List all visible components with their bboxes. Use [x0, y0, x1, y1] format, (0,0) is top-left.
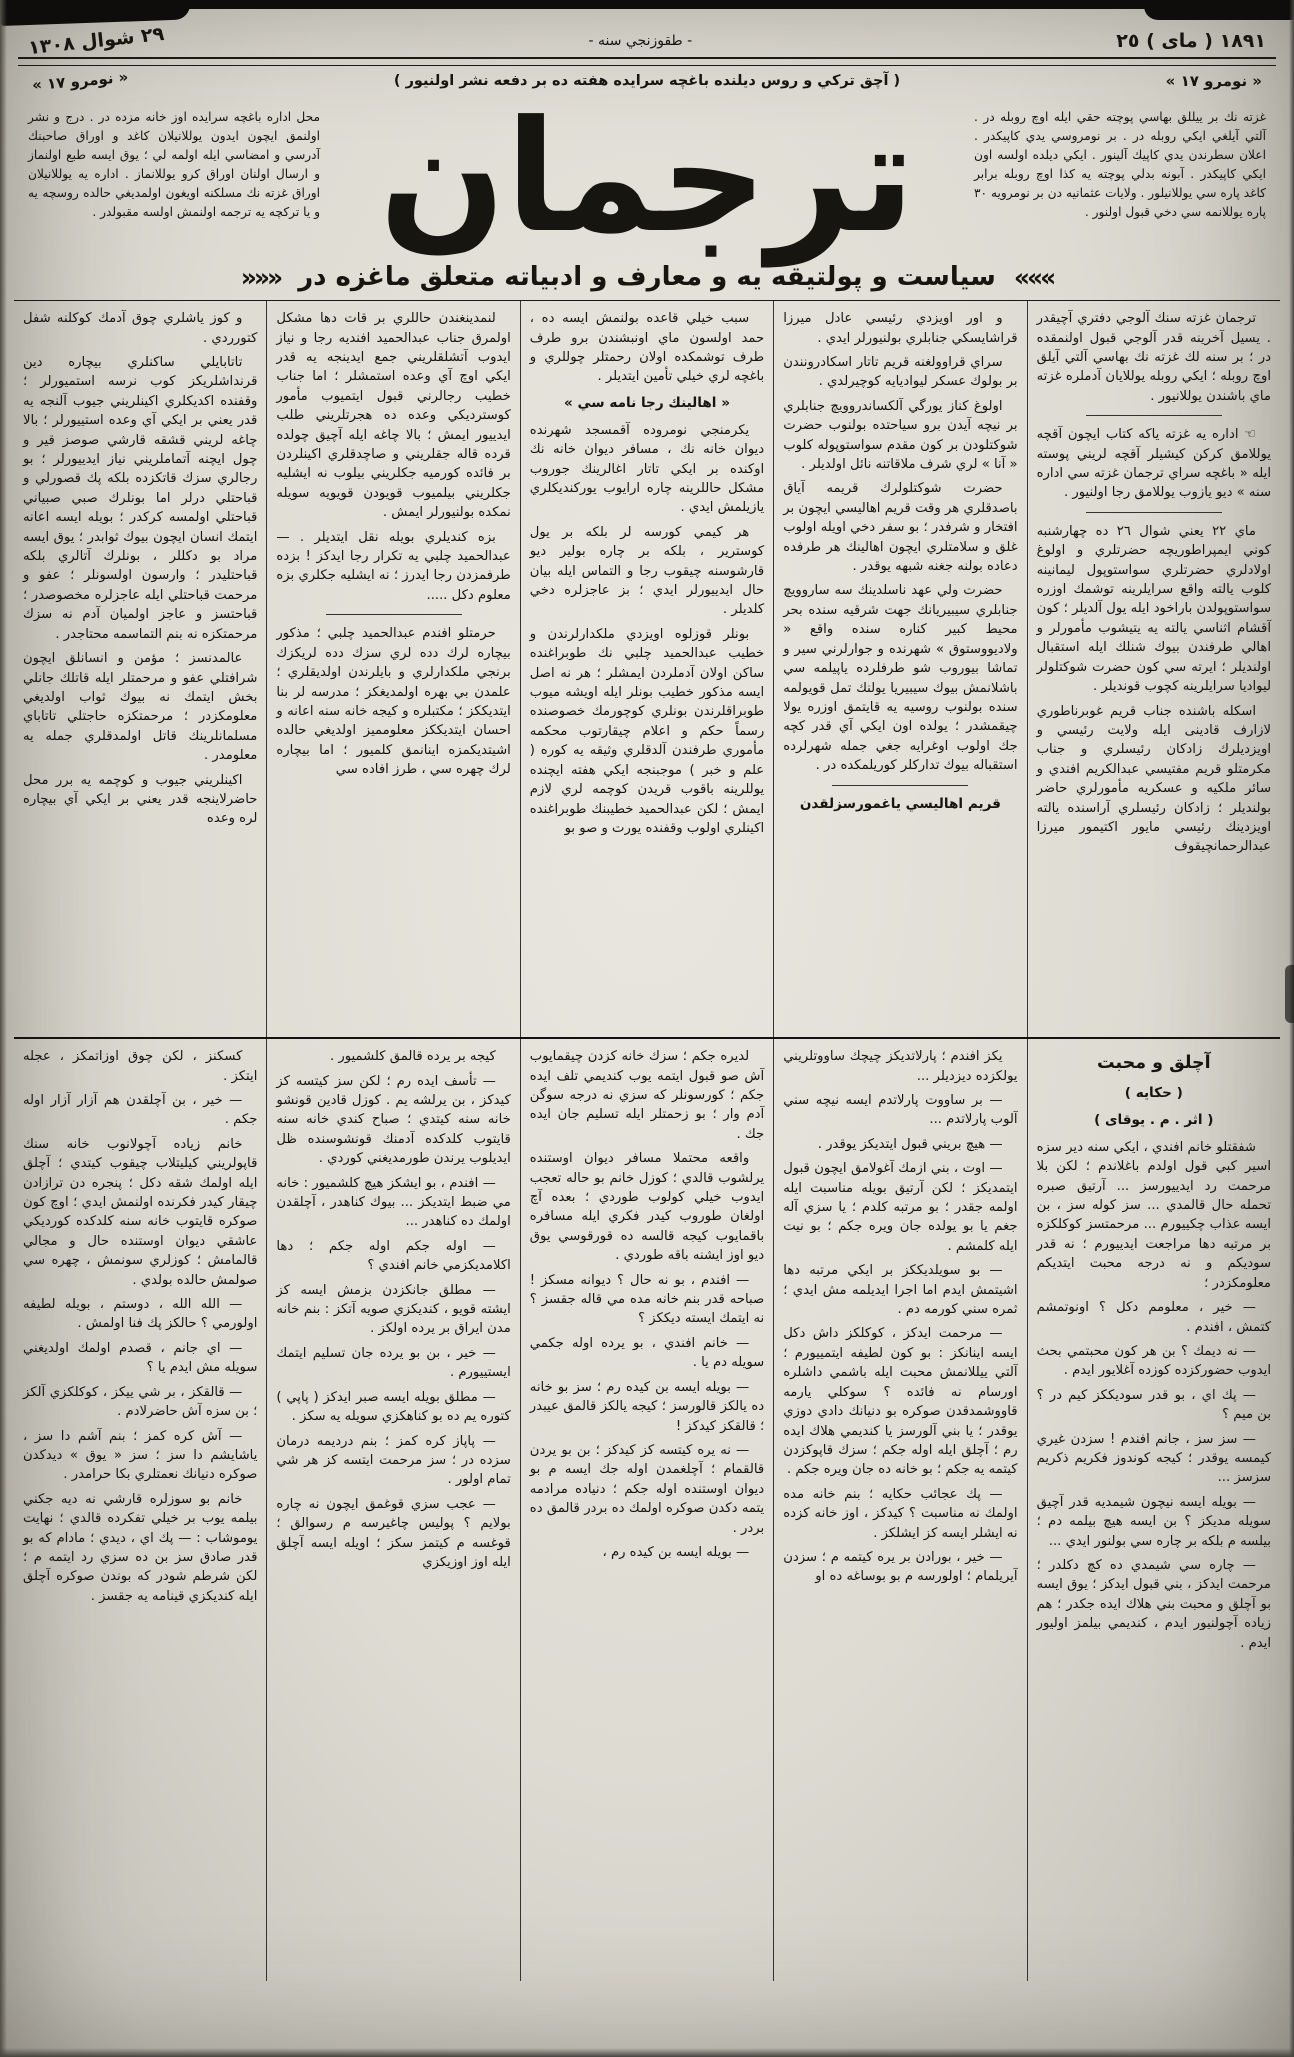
- upper-text-section: [0, 301, 1294, 1037]
- body-paragraph: — نه ديمك ؟ بن هر كون محبتمي بحث ايدوب حضوركزده كوزده آغلايور ايدم .: [1036, 1343, 1271, 1379]
- text-column-1: [1028, 301, 1280, 1037]
- text-column-1: [1028, 1039, 1280, 1981]
- body-paragraph: كيجه بر يرده قالمق كلشميور .: [329, 1049, 496, 1065]
- body-paragraph: — آش كره كمز ؛ بنم آشم دا سز ، ياشايشم دا سز ؛ سز « يوق » ديدكدن صوكره دنيانك نعمتلري بكا حرامدر .: [22, 1428, 258, 1483]
- body-paragraph: — پك عجائب حكايه ؛ بنم خانه مده اولمك نه مناسبت ؟ كيدكز ، اوز خانه كزده نه ايشلر ايسه كز ايشلكز .: [783, 1486, 1018, 1541]
- body-paragraph: — پاپاز كره كمز ؛ بنم درديمه درمان سزده در ؛ سز مرحمت ايتسه كز هر شي تمام اولور .: [276, 1433, 511, 1488]
- body-paragraph: — اي جانم ، قصدم اولمك اولديغني سويله مش ايدم يا ؟: [22, 1340, 258, 1376]
- imperial-visit-paragraph: ماي ٢٢ يعني شوال ٢٦ ده چهارشنبه كوني ايمپراطوريچه حضرتلري و اولوغ اولادلري حضرتلري سواستوپول ليمانينه كلوب يالته واقع سرايلرينه توشمك اوزره سواستوپولدن باراخود ايله يول آلديلر ؛ كون آقشام اثناسي يالته يه يتيشوب مأمورلر و اهالي طرفندن بيوك شنلك ايله استقبال اولنديلر ؛ ايرته سي كون حضرت شوكتلولر ليواديا سرايلرينه كچوب قونديلر .: [1036, 523, 1271, 695]
- text-column-2: [774, 301, 1027, 1037]
- body-paragraph: كسكنز ، لكن چوق اوزاتمكز ، عجله ايتكز .: [22, 1049, 258, 1084]
- body-paragraph: — نه يره كيتسه كز كيدكز ؛ بن بو يردن قالقمام ؛ آچلغمدن اوله جك ايسه م بو ديوان اوستنده اوله جكم ؛ دنياده مرادمه يتمه دكدن صوكره اولمك ده بردر قالمق ده بردر .: [529, 1442, 765, 1536]
- text-column-5: [14, 1039, 267, 1981]
- body-paragraph: و اور اويزدي رئيسي عادل ميرزا قراشايسكي جنابلري بولنيورلر ايدي .: [783, 311, 1018, 346]
- body-paragraph: — سز سز ، جانم افندم ! سزدن غيري كيمسه يوقدر ؛ كيجه كوندوز فكريم ذكريم سزسز ...: [1036, 1431, 1271, 1486]
- body-paragraph: خانم زياده آچولانوب خانه سنك قاپولريني كيليتلاب چيقوب كيتدي ؛ آچلق ايله اولمك شقه دكل ؛ پنجره دن ترازادن چيقار كيدر فكرنده اولنمش ايدي ؛ اوچ كون صوكره قايتوب خانه سنه كلدكده كورديكي عاشقي ديوان اوستنده حال و مجالي قالمامش ؛ كوزلري سونمش ، چهره سي صولمش حالده بولدي .: [22, 1136, 258, 1288]
- body-paragraph: — اوله جكم اوله جكم ؛ دها اكلامديكزمي خانم افندي ؟: [276, 1238, 511, 1274]
- scan-edge-right: [1289, 0, 1294, 2057]
- body-paragraph: يكز افندم ؛ پارلاتديكز چيچك ساووتلريني يولكزده ديزديلر ...: [783, 1049, 1018, 1084]
- body-paragraph: بزه كنديلري بويله نقل ايتديلر . — عبدالحميد چلبي يه تكرار رجا ايدكز ! بزده طرفمزدن رجا ايدرز ؛ نه ايشليه جكلري بزه معلوم دكل .....: [276, 529, 511, 603]
- body-paragraph: بونلر قوزلوه اويزدي ملكدارلرندن و خطيب عبدالحميد چلبي نك طوبراغنده ساكن اولان آدملردن ايمشلر ؛ هر نه اصل ايسه مذكور خطيب بونلر ايله اويشه ميوب طوبراقلرندن بونلري كوچورمك خصوصنده رسماً حكم و اعلام چيقارتوب محكمه مأموري طرفندن آلدقلري وثيقه يه كوره ( علم و خبر ) موجبنجه ايكي هفته ايچنده يوللرينه باقوب قريدن كوچمه لري لازم ايمش ؛ لكن عبدالحميد خطيبنك طوبراغنده اكينلري اولوب وقفنده يورت و صو بو: [529, 626, 765, 836]
- body-paragraph: سبب خيلي قاعده بولنمش ايسه ده ، حمد اولسون ماي اونبشندن برو طرف طرف توشمكده اولان رحمتلر چوللري و باغچه لري خيلي تأمين ايتديلر .: [529, 311, 765, 385]
- hijri-date: ٢٩ شوال ١٣٠٨: [27, 22, 166, 60]
- issue-number-left: « نومرو ١٧ »: [31, 67, 129, 95]
- body-paragraph: حضرت ولي عهد ناسلدينك سه ساروويچ جنابلري سيبيريانك جهت شرقيه سنده بحر محيط كبير كناره سنده واقع « ولاديووستوق » شهرنده و جوارلرني سير و تماشا بيوروب شو طرفلرده ياپيلمه سي باشلانمش بيوك سيبيريا يولنك تمل قويولمه سنده بولنوب روسيه يه قايتمق اوزره يولا چيقمشدر ؛ يولده اون ايكي آي قدر كچه جك اولوب اوغرايه جغي جمله شهرلرده استقباله بيوك تداركلر كوريلمكده در .: [783, 583, 1018, 774]
- left-chevron-ornament: »»»: [240, 262, 281, 292]
- scan-blot-top-right: [1144, 0, 1294, 20]
- body-paragraph: — خير ، بن بو يرده جان تسليم ايتمك ايستييورم .: [276, 1345, 511, 1381]
- body-paragraph: — تأسف ايده رم ؛ لكن سز كيتسه كز كيدكز ، بن يرلشه يم . كوزل قادين قونشو خانه سنه كيتدي ؛ صباح كندي خانه سنه قايتوب كلدكده آدمنك قونشوسنده ظل ايديلوب يرندن طورمديغني كوردي .: [276, 1073, 511, 1167]
- body-paragraph: — خانم افندي ، بو يرده اوله جكمي سويله دم يا .: [529, 1335, 765, 1371]
- body-paragraph: — عجب سزي قوغمق ايچون نه چاره بولايم ؟ پوليس چاغيرسه م رسوالق ؛ قوغسه م كيتمز سكز ؛ اويله ايسه آچلق ايله اوز اوزيكزي: [276, 1496, 511, 1570]
- subscription-office-paragraph: ترجمان غزته سنك آلوجي دفتري آچيقدر . يسيل آخرينه قدر آلوجي قبول اولنمقده در ؛ بر سنه لك غزته نك بهاسي آلتي آيلق اوچ روبله ؛ ايكي روبله يوللايان آدملره غزته ماي باشندن يوللانيور .: [1036, 311, 1271, 404]
- body-paragraph: — قالقكز ، بر شي ييكز ، كوكلكزي آلكز ؛ بن سزه آش حاضرلادم .: [22, 1384, 258, 1420]
- body-paragraph: — خير ، بورادن بر يره كيتمه م ؛ سزدن آيريلمام ؛ اولورسه م بو بوساغه ده او: [783, 1549, 1018, 1585]
- body-paragraph: لديره جكم ؛ سزك خانه كزدن چيقمايوب آش صو قبول ايتمه يوب كنديمي تلف ايده جكم ؛ كورسونلر كه سزي نه درجه سوگن آدم وار ؛ بو زحمتلر ايله تسليم جان ايده جك .: [529, 1049, 765, 1142]
- right-chevron-ornament: «««: [1013, 262, 1054, 292]
- story-genre: ( حكايه ): [1124, 1084, 1183, 1101]
- story-author: ( اثر . م . يوقاى ): [1094, 1111, 1214, 1128]
- body-paragraph: — مطلق جانكزدن بزمش ايسه كز ايشته قويو ، كنديكزي صويه آتكز : بنم خانه مدن ايراق بر يرده اولكز .: [276, 1282, 511, 1337]
- reception-paragraph: اسكله باشنده جناب قريم غوبرناطوري لازارف قادينى ايله ولايت رئيسي و اويزديلرك زادكان رئيسلري و جناب مكرمتلو قريم مفتيسي عبدالكريم افندي و سائر ملكيه و عسكريه مأمورلري حاضر بولنديلر ؛ زادكان رئيسلري آراسنده يالته اويزدينك رئيسي مايور اكتيمور ميرزا عبدالرحمانچيقوف: [1036, 703, 1271, 855]
- text-column-4: [267, 301, 520, 1037]
- story-title: آچلق و محبت: [1096, 1053, 1211, 1074]
- scan-edge-left: [0, 0, 7, 2057]
- body-paragraph: — چاره سي شيمدي ده كچ دكلدر ؛ مرحمت ايدكز ، بني قبول ايدكز ؛ يوق ايسه بو آچلق و محبت بني هلاك ايده جكدر ؛ هم زياده آچولنيور ايدم ، كنديمي بيلمز اوليور ايدم .: [1036, 1557, 1271, 1651]
- body-paragraph: — مطلق بويله ايسه صبر ايدكز ( پاپي ) كتوره يم ده بو كناهكزي سويله يه سكز .: [276, 1389, 511, 1425]
- article-separator: [1086, 415, 1222, 416]
- body-paragraph: — اوت ، بني ازمك آغولامق ايچون قبول ايتمديكز ؛ لكن آرتيق بويله مناسبت ايله اولمه جقدر ؛ بو مرتبه كلدم ؛ يا سزي آله جغم يا بو يولده جان ويره جكم ؛ بو نيت ايله كلمشم .: [783, 1161, 1018, 1254]
- subscription-notice: غزته نك بر ييللق بهاسي پوچته حقي ايله اوچ روبله در . آلتي آيلغي ايكي روبله در . بر نومروسي يدي كاپيكدر . اعلان سطرندن يدي كاپيك آلينور . ايكي ديلده اولسه اون ايكي كاپيكدر . آبونه بدلي پوچته يه كذا اوچ روبله برابر كاغد پاره سي يوللانيلور . ولايات عثمانيه دن بر نومرويه ٣٠ پاره يوللانمه سي دخي قبول اولنور .: [974, 110, 1266, 219]
- body-paragraph: لنمدينغندن حاللري بر قات دها مشكل اولمرق جناب عبدالحميد افنديه رجا و نياز ايدوب آتشلقلريني جمع ايدينجه يه قدر ايكي اوچ آي وعده استمشلر ؛ اما جناب خطيب رجالرني قبول ايتميوب مأمور كوسترديكي وعده ده هجرتلريني طلب ايدييور ايمش ؛ بالا چاغه ايله آچيق چولده قرده قاله جقلريني و صاچدقلري اكينلردن بر فائده كورميه جكلريني بيلوب نه ايشليه جكلريني بيلميوب قويودن قويويه سويله نمكده بولنيورلر ايمش .: [276, 311, 511, 521]
- body-paragraph: حرمتلو افندم عبدالحميد چلبي ؛ مذكور بيچاره لرك دده لري سزك دده لريكزك برنجي ملكدارلري و بايلرندن اولديقلري ؛ علمدن بي بهره اولمديغكز ؛ مدرسه لر بنا ايتديككز ؛ مكتبلره و كيجه خانه سنه اعانه و احسان ايتديككز معلومميز اولديغي حالده اشيتديكمزه اينانمق كلميور ؛ اما بيچاره لرك چهره سي ، طرز افاده سي: [276, 626, 511, 778]
- body-paragraph: — پك اي ، بو قدر سوديككز كيم در ؟ بن ميم ؟: [1036, 1387, 1271, 1423]
- body-paragraph: عالمدنسز ؛ مؤمن و انسانلق ايچون شرافتلي عفو و مرحمتلر ايله قاتلك جانلي بخش ايتمك نه بيوك ثواب اولديغي معلومكزدر ؛ مرحمتكزه حاجتلي تاتاباي مسلمانلرينك قاتل اولمدقلري جمله يه معلومدر .: [22, 651, 258, 764]
- body-paragraph: اولوغ كناز يورگي آلكساندروويچ جنابلري بر نيچه آيدن برو سياحتده بولنوب حضرت شوكتلودن بر كون مقدم سواستوپوله كلوب « آنا » لري شرف ملاقاتنه نائل اولديلر .: [783, 398, 1018, 473]
- body-paragraph: يكرمنجي نومروده آقمسجد شهرنده ديوان خانه نك ، مسافر ديوان خانه نك اوكنده بر ايكي تاتار اغالرينك جوروب مشكل حاللرينه چاره ارايوب يوركنديكلري يازيلمش ايدي .: [529, 422, 765, 516]
- text-column-3: [521, 301, 774, 1037]
- body-paragraph: و كوز ياشلري چوق آدمك كوكلنه شفل كتورردي .: [22, 311, 258, 346]
- article-separator: [1086, 512, 1222, 513]
- body-paragraph: — بويله ايسه بن كيده رم ؛ سز بو خانه ده يالكز قالورسز ؛ كيجه يالكز قالمق عيبدر ؛ قالقكز كيدكز !: [529, 1379, 765, 1434]
- body-paragraph: — بر ساووت پارلاتدم ايسه نيچه سني آلوب پارلاتدم ...: [783, 1093, 1018, 1128]
- body-paragraph: — بويله ايسه بن كيده رم ،: [602, 1544, 750, 1560]
- publication-note: ( آچق تركي و روس ديلنده باغچه سرايده هفته ده بر دفعه نشر اولنيور ): [393, 73, 901, 89]
- remittance-notice-paragraph: ☜ اداره يه غزته ياكه كتاب ايچون آقچه يوللامق كركن كيشيلر آقچه لريني پوسته ايله « باغچه سراي ترجمان غزته سي اداره سنه » ديو يازوب يوللامق رجا اولنيور .: [1036, 427, 1271, 501]
- body-paragraph: — الله الله ، دوستم ، بويله لطيفه اولورمي ؟ حالكز پك فنا اولمش .: [22, 1297, 258, 1332]
- body-paragraph: شفقتلو خانم افندي ، ايكي سنه دير سزه اسير كبي قول اولدم باغلاندم ؛ لكن بلا مرحمت رد ايدييورسز ... آرتيق صبره تحمله حال قالمدي ... سز كوله سز ، بن ايسه عذاب چكييورم ... مرحمتسز كوكلكزه بر مرتبه دها مراجعت ايدييورم ؛ نه قدر سوديكم و نه درجه محبت ايتديكم معلومكزدر ؛: [1036, 1139, 1271, 1291]
- scan-edge-top: [0, 0, 1294, 9]
- body-paragraph: خانم بو سوزلره قارشي نه ديه جكني بيلمه يوب بر خيلي تفكرده قالدي ؛ نهايت يوموشاب : — پك اي ، ديدي ؛ مادام كه بو قدر صادق سز بن ده سزي رد ايتمه م ؛ لكن شرطم شودر كه بوندن صوكره آچلق ايله كنديكزي قينامه يه جقسز .: [22, 1491, 258, 1604]
- gregorian-date: ١٨٩١ ( ماى ) ٢٥: [1116, 30, 1266, 52]
- body-paragraph: تاتابايلي ساكنلري بيچاره دين قرنداشلريكز كوب نرسه استميورلر ؛ وقفنده اكديكلري اكينلريني جيوب آلنجه يه قدر يعني بر ايكي آي وعده استييورلر ؛ بالا چاغه لريني قشقه قارشي صوصز قير و چول ايچنه آتماملريني نياز ايدييورلر ؛ بو رجالري سزك قاتكزده بلكه پك قصورلي و قباحتلي درلر اما بونلرك صبي صبياني قباحتلي اولمسه كركدر ؛ بويله ايسه اعانه ايتمك انسان ايچون بيوك ثوابدر ؛ يوق ايسه مراد بو دكللر ، بونلرك آتالري بلكه قباحتليدر ؛ وارسون اولسونلر ؛ عفو و مرحمت قباحتلي ايله عاجزلره مخصوصدر ؛ قباحتسز و عاجز اولميان آدم نه سزك مرحمتكزه نه بنم التماسمه محتاجدر .: [22, 355, 258, 642]
- lower-text-section: [0, 1039, 1294, 1981]
- petition-heading: « اهالينك رجا نامه سي »: [563, 394, 730, 411]
- issue-row: [0, 66, 1294, 95]
- body-paragraph: هر كيمي كورسه لر بلكه بر يول كوسترير ، بلكه بر چاره بولير ديو قارشوسنه چيقوب رجا و التماس ايله بيان حال ايدييورلر ايدي ؛ بز عاجزلره دخي كلديلر .: [529, 524, 765, 618]
- body-paragraph: — مرحمت ايدكز ، كوكلكز داش دكل ايسه اينانكز : بو كون لطيفه ايتمييورم ؛ آلتي ييللانمش محبت ايله باشمي داشلره اورسام نه فائده ؟ سوكلي يارمه قاووشمدقدن صوكره بو دنيانك دادي دوزي يوقدر ؛ يا بني آلورسز يا كنديمي هلاك ايده رم ؛ آچلق ايله اوله جكم ؛ سزك قاپوكزدن كيتمه يه جكم ؛ بو خانه ده جان ويره جكم .: [783, 1326, 1018, 1478]
- drought-lead-line: قريم اهاليسي ياغمورسزلقدن: [799, 795, 1001, 812]
- body-paragraph: — افندم ، بو ايشكز هيچ كلشميور : خانه مي ضبط ايتديكز ... بيوك كناهدر ، آچلقدن اولمك ده كناهدر ...: [276, 1175, 511, 1230]
- text-column-2: [774, 1039, 1027, 1981]
- scan-edge-bottom: [0, 2048, 1294, 2057]
- body-paragraph: — خير ، بن آچلقدن هم آزار آزار اوله جكم .: [22, 1093, 258, 1128]
- article-separator: [832, 785, 968, 786]
- body-paragraph: اكينلريني جيوب و كوچمه يه برر محل حاضرلاينجه قدر يعني بر ايكي آي بيچاره لره وعده: [22, 772, 258, 827]
- masthead: [0, 87, 1294, 267]
- body-paragraph: — بو سويلديككز بر ايكي مرتبه دها اشيتمش ايدم اما اجرا ايديلمه مش ايدي ؛ ثمره سني كورمه دم .: [783, 1263, 1018, 1318]
- header-rule: [18, 57, 1276, 66]
- body-paragraph: — افندم ، بو نه حال ؟ ديوانه مسكز ! صباحه قدر بنم خانه مده مي قاله جقسز ؟ نه ايتمك ايسته ديككز ؟: [529, 1272, 765, 1327]
- scan-blot-right-margin: [1285, 965, 1294, 1023]
- publication-year-line: - طقوزنجي سنه -: [588, 33, 693, 49]
- body-paragraph: واقعه محتملا مسافر ديوان اوستنده يرلشوب قالدي ؛ كوزل خانم بو حاله تعجب ايدوب خيلي كولوب طوردي ؛ بعده آچ اولغان طوروب كيدر فكري ايله مسافره باقمايوب كيجه قالسه ده قورقوسي يوق ديو اوز ايشنه باقه طوردي .: [529, 1151, 765, 1264]
- body-paragraph: — هيچ بريني قبول ايتديكز يوقدر .: [817, 1136, 1003, 1152]
- body-paragraph: — بويله ايسه نيچون شيمديه قدر آچيق سويله مديكز ؟ بن ايسه هيچ بيلمه دم ؛ بيلسه م بلكه بر چاره سي بولنور ايدي ...: [1036, 1494, 1271, 1549]
- issue-number-right: « نومرو ١٧ »: [1165, 72, 1262, 90]
- text-column-4: [267, 1039, 520, 1981]
- subtitle: سياست و پولتيقه يه و معارف و ادبياته متعلق ماغزه در: [298, 262, 996, 293]
- masthead-title: ترجمان: [379, 87, 915, 267]
- subtitle-row: [0, 262, 1294, 292]
- article-separator: [326, 614, 462, 615]
- text-column-3: [521, 1039, 774, 1981]
- body-paragraph: — خير ، معلومم دكل ؟ اونوتمشم كتمش ، افندم .: [1036, 1300, 1271, 1335]
- admin-notice: محل اداره باغچه سرايده اوز خانه مزده در . درج و نشر اولنمق ايچون ايدون يوللانيلان كاغد و اوراق صاحبنك آدرسي و امضاسي ايله اولمه لي ؛ يوق ايسه طبع اولنماز و ارسال اولنان اوراق كرو يوللانماز . اداره يه يوللانيلان اوراق غزته نك مسلكنه اويغون اولمديغي حالده روسچه يه و يا تركچه يه ترجمه اولنمش اولسه مقبولدر .: [28, 110, 320, 219]
- text-column-5: [14, 301, 267, 1037]
- body-paragraph: سراي قراوولغنه قريم تاتار اسكادرونندن بر بولوك عسكر ليواديايه كوچيرلدي .: [783, 355, 1018, 390]
- body-paragraph: حضرت شوكتلولرك قريمه آياق باصدقلري هر وقت قريم اهاليسي ايچون بر افتخار و شرفدر ؛ بو سفر دخي اويله اولوب غلق و سلامتلري ايچون اهالينك هر طرفده دعاده بولنه جغنه شبهه يوقدر .: [783, 481, 1018, 575]
